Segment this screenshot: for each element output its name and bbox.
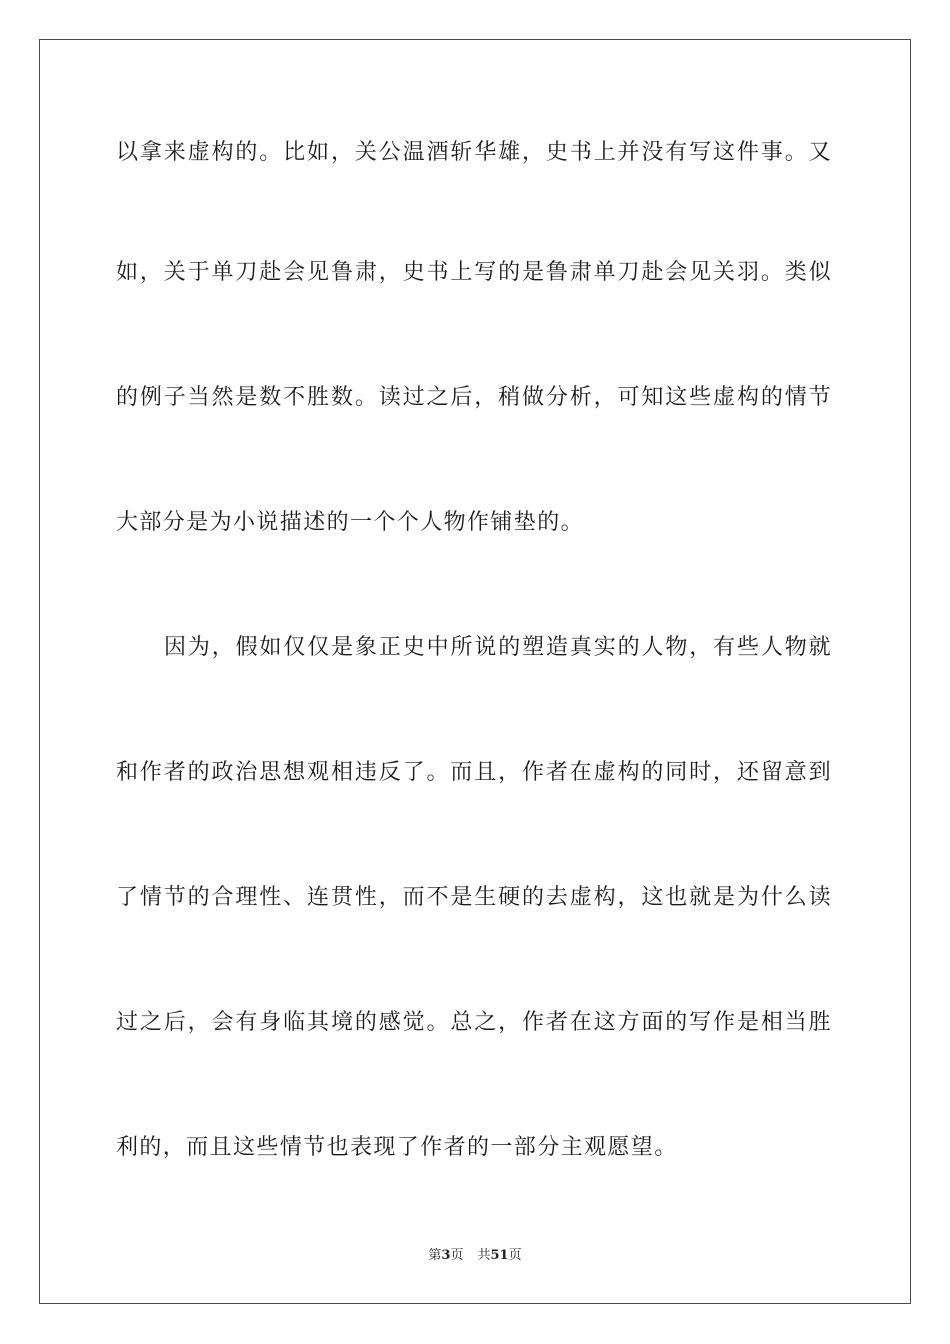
- total-pages: 51: [490, 1248, 509, 1263]
- text-line-7: 了情节的合理性、连贯性，而不是生硬的去虚构，这也就是为什么读: [116, 885, 832, 910]
- text-line-5: 因为，假如仅仅是象正史中所说的塑造真实的人物，有些人物就: [164, 635, 832, 660]
- text-line-3: 的例子当然是数不胜数。读过之后，稍做分析，可知这些虚构的情节: [116, 385, 832, 410]
- text-line-9: 利的，而且这些情节也表现了作者的一部分主观愿望。: [116, 1135, 678, 1160]
- total-suffix: 页: [508, 1248, 522, 1263]
- text-line-2: 如，关于单刀赴会见鲁肃，史书上写的是鲁肃单刀赴会见关羽。类似: [116, 260, 832, 285]
- page-prefix: 第: [428, 1248, 442, 1263]
- text-line-1: 以拿来虚构的。比如，关公温酒斩华雄，史书上并没有写这件事。又: [116, 140, 832, 165]
- page-suffix: 页: [450, 1248, 464, 1263]
- text-line-8: 过之后，会有身临其境的感觉。总之，作者在这方面的写作是相当胜: [116, 1010, 832, 1035]
- total-prefix: 共: [477, 1248, 491, 1263]
- text-line-6: 和作者的政治思想观相违反了。而且，作者在虚构的同时，还留意到: [116, 760, 832, 785]
- text-line-4: 大部分是为小说描述的一个个人物作铺垫的。: [116, 510, 585, 535]
- page-number: 3: [441, 1248, 451, 1263]
- page-border: [39, 39, 911, 1304]
- page-footer: [0, 1247, 950, 1265]
